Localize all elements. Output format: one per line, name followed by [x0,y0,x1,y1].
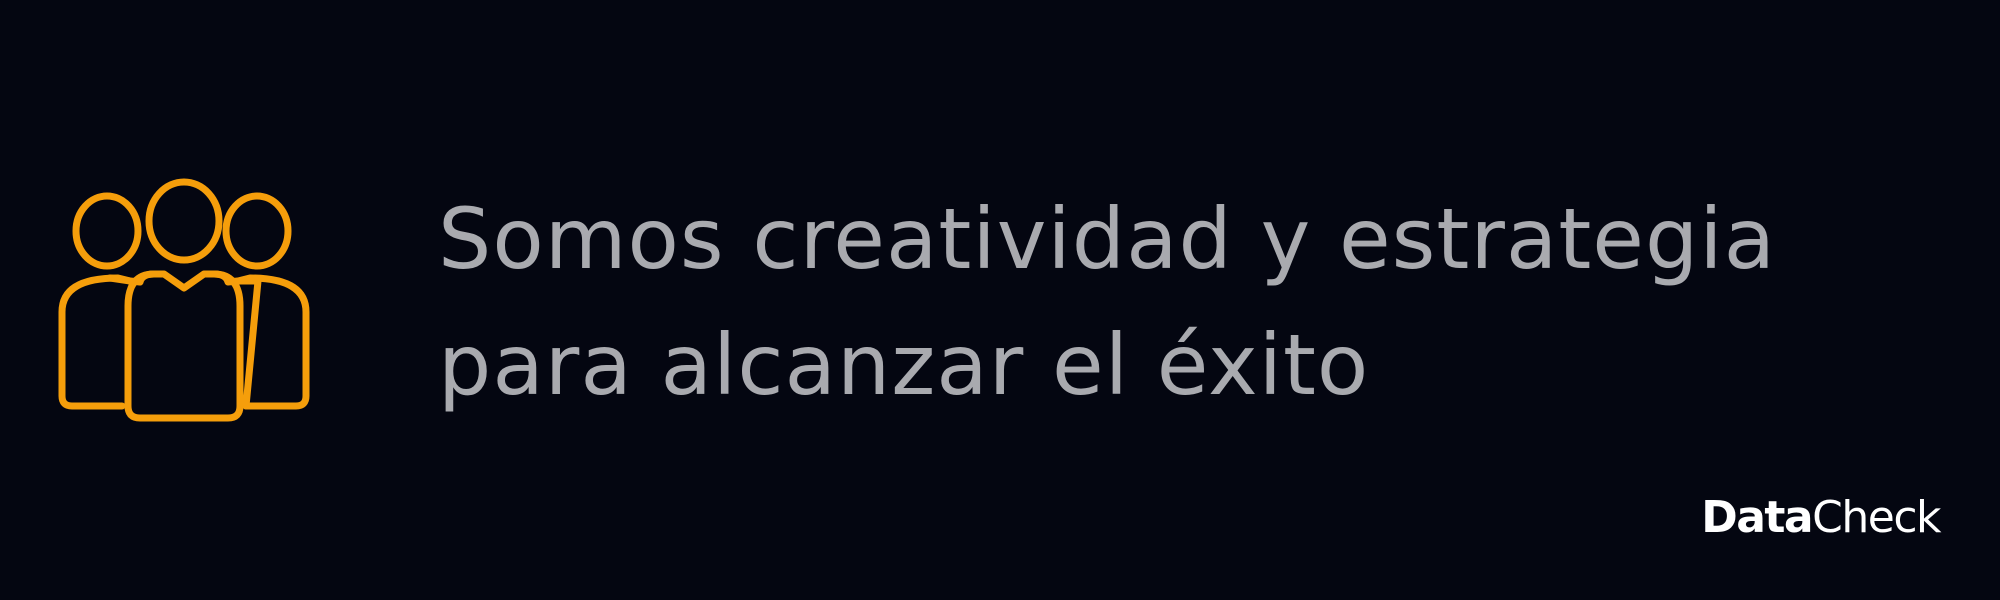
brand-part-check: Check [1812,492,1940,543]
team-icon [58,178,310,422]
headline-line-1: Somos creatividad y estrategia [438,190,1777,288]
brand-logo [1701,492,1940,544]
headline-line-2: para alcanzar el éxito [438,316,1370,414]
brand-part-data: Data [1701,492,1813,543]
headline [438,176,1938,428]
